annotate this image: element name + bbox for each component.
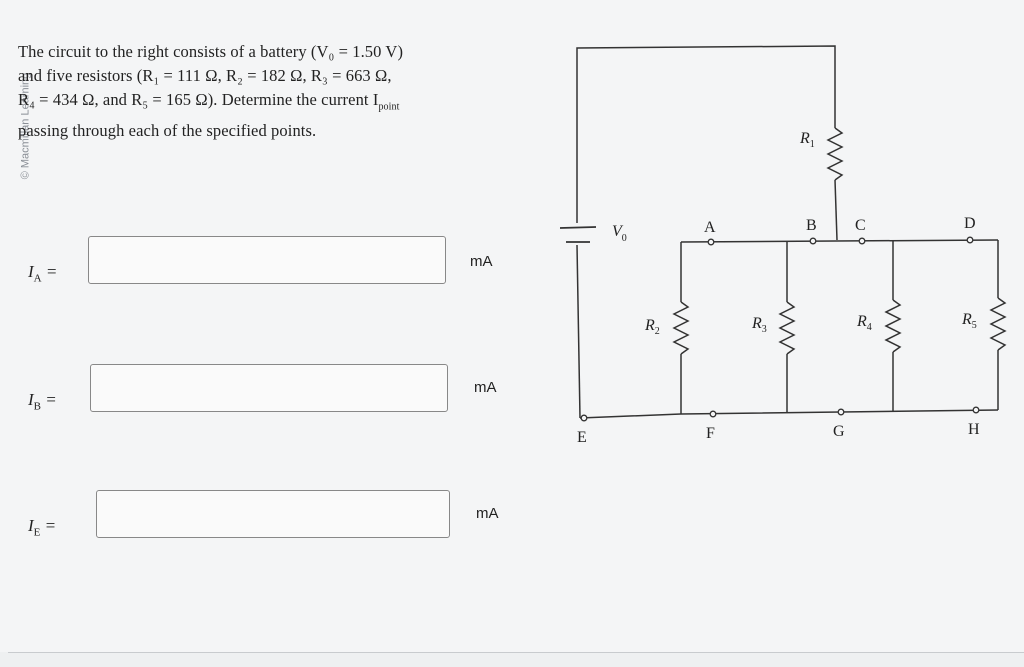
answer-label-a-symbol: I (28, 262, 34, 281)
node-label-a: A (704, 219, 716, 236)
node-label-c: C (855, 217, 866, 234)
resistor-label-r3 (751, 315, 767, 335)
wire-battery-down (577, 245, 580, 418)
circuit-wires (577, 46, 1005, 418)
resistor-label-r3-letter: R (752, 315, 762, 332)
node-label-e: E (577, 429, 587, 446)
resistor-label-r1 (799, 130, 815, 150)
resistor-r1-zigzag (828, 128, 842, 180)
node-e-dot (581, 415, 587, 421)
current-a-unit: mA (470, 253, 493, 270)
resistor-label-r1-letter: R (800, 130, 810, 147)
resistor-label-r4-subscript: 4 (866, 322, 872, 333)
resistor-label-r4 (856, 313, 872, 333)
node-dots (581, 237, 979, 421)
problem-line-4: passing through each of the specified points. (18, 121, 317, 141)
resistor-r3-zigzag (780, 302, 794, 354)
problem-line-3-subscript: point (378, 101, 400, 113)
battery-long-plate (560, 227, 596, 228)
resistor-label-r5 (961, 311, 977, 331)
node-label-f: F (706, 425, 715, 442)
resistor-label-r1-subscript: 1 (809, 139, 815, 150)
answer-label-b-symbol: I (28, 390, 34, 409)
resistor-label-r2-letter: R (645, 317, 655, 334)
problem-line-1: The circuit to the right consists of a battery (V₀ = 1.50 V) (18, 42, 404, 61)
answer-label-e-symbol: I (28, 516, 34, 535)
problem-line-3-text: R₄ = 434 Ω, and R₅ = 165 Ω). Determine the current I (18, 90, 379, 109)
node-g-dot (838, 409, 844, 415)
node-label-h: H (968, 421, 980, 438)
node-h-dot (973, 407, 979, 413)
battery-label-subscript: 0 (621, 233, 627, 244)
copyright-side-text: © Macmillan Learning (19, 72, 32, 180)
resistor-label-r5-letter: R (962, 311, 972, 328)
battery-label (612, 223, 627, 244)
resistor-label-r3-subscript: 3 (761, 324, 767, 335)
node-b-dot (810, 238, 816, 244)
wire-r1-to-b (835, 180, 837, 240)
resistor-r5-zigzag (991, 298, 1005, 350)
resistor-label-r2 (644, 317, 660, 337)
wire-top-loop (577, 46, 835, 223)
answer-label-b-subscript: B (33, 400, 42, 413)
answer-label-e-subscript: E (33, 526, 41, 539)
wire-bottom-rail (580, 410, 998, 418)
node-c-dot (859, 238, 865, 244)
current-b-unit: mA (474, 379, 497, 396)
resistor-label-r4-letter: R (857, 313, 867, 330)
node-d-dot (967, 237, 973, 243)
wire-top-rail (681, 240, 998, 242)
node-label-g: G (833, 423, 845, 440)
node-label-b: B (806, 217, 817, 234)
answer-label-a-eq: = (41, 262, 58, 281)
answer-label-b-eq: = (41, 390, 57, 409)
answer-label-a-subscript: A (33, 272, 42, 285)
node-f-dot (710, 411, 716, 417)
node-a-dot (708, 239, 714, 245)
problem-line-2: and five resistors (R₁ = 111 Ω, R₂ = 182 Ω, R₃ = 663 Ω, (18, 66, 392, 85)
battery-label-letter: V (612, 223, 622, 240)
resistor-label-r2-subscript: 2 (654, 326, 660, 337)
resistor-r2-zigzag (674, 302, 688, 354)
resistor-r4-zigzag (886, 300, 900, 352)
resistor-label-r5-subscript: 5 (971, 320, 977, 331)
current-e-unit: mA (476, 505, 499, 522)
answer-label-e-eq: = (40, 516, 57, 535)
node-label-d: D (964, 215, 976, 232)
